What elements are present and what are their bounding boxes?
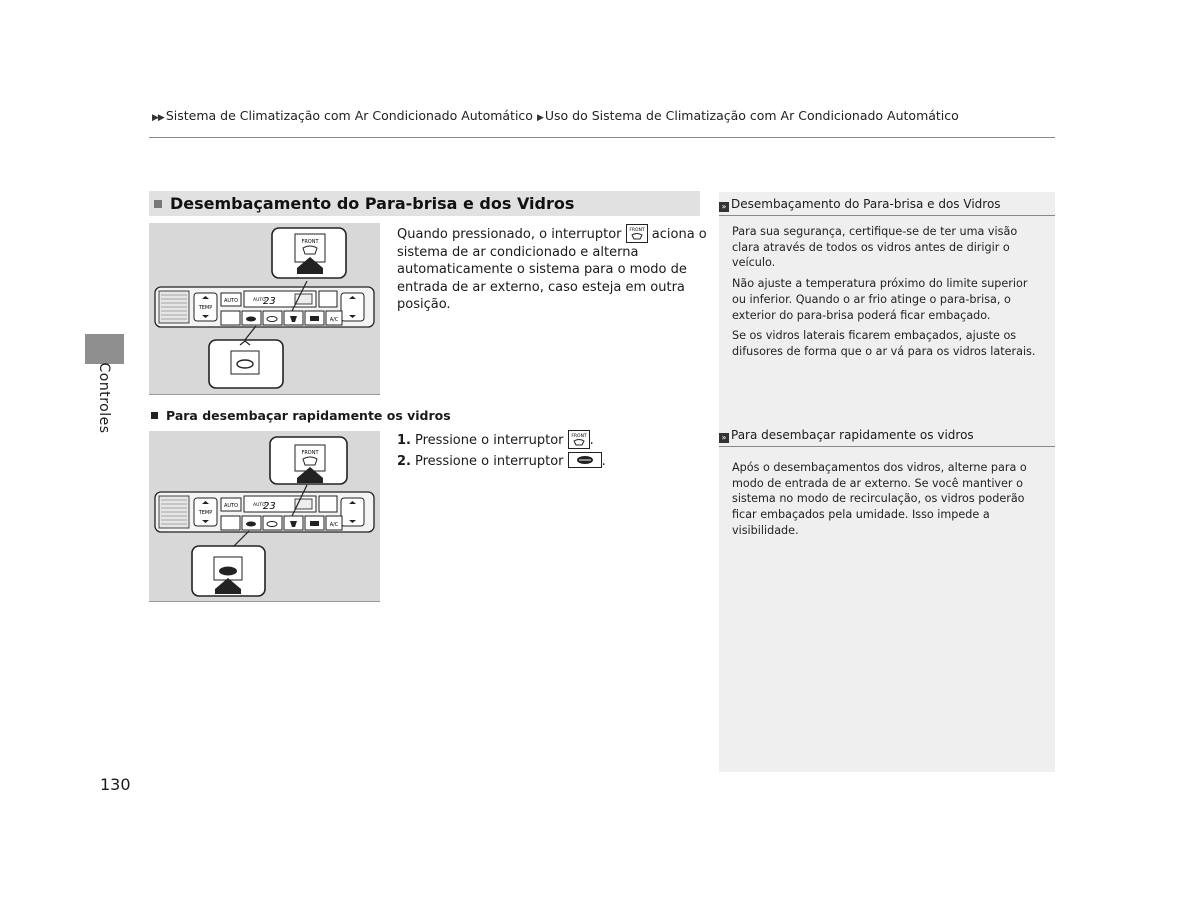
display-auto: AUTO [253,298,266,303]
note-1-paragraph-2: Não ajuste a temperatura próximo do limite superior ou inferior. Quando o ar frio atinge o para-brisa, o exterior do para-brisa poderá ficar embaçado. [732,277,1028,322]
body-text-part-2: aciona o sistema de ar condicionado e alterna automaticamente o sistema para o modo de entrada de ar externo, caso esteja em outra posição. [397,227,707,312]
note-2-paragraph-1: Após o desembaçamentos dos vidros, alterne para o modo de entrada de ar externo. Se você mantiver o sistema no modo de recirculação, os vidros poderão ficar embaçados pela umidade. Isso impede a visibilidade. [732,461,1027,537]
step-2 [397,452,606,469]
front-defrost-label-2: FRONT [301,450,319,456]
figure-quick-defrost-panel [149,431,380,602]
step-2-end: . [601,454,606,469]
note-heading-1-text: Desembaçamento do Para-brisa e dos Vidros [731,197,1001,211]
display-temperature: 23 [263,296,276,307]
subsection-heading [151,408,451,423]
section-heading [149,191,700,216]
step-1-number: 1. [397,433,411,448]
note-body-2 [732,460,1044,544]
ac-button-label: A/C [329,317,339,323]
note-heading-2-text: Para desembaçar rapidamente os vidros [731,428,974,442]
step-2-text: Pressione o interruptor [414,454,564,469]
display-temperature-2: 23 [263,501,276,512]
section-title: Desembaçamento do Para-brisa e dos Vidros [170,194,575,213]
note-heading-2 [719,428,1055,447]
front-defrost-button-icon-step [568,430,590,449]
temp-label: TEMP [198,305,213,311]
step-1-text: Pressione o interruptor [414,433,564,448]
page-number: 130 [100,775,131,794]
note-marker-icon-2: » [719,433,729,443]
front-defrost-label: FRONT [301,239,319,245]
note-1-paragraph-3: Se os vidros laterais ficarem embaçados, ajuste os difusores de forma que o ar vá para os vidros laterais. [732,329,1036,358]
svg-text:FRONT: FRONT [570,434,587,439]
ac-button-label-2: A/C [329,522,339,528]
chapter-label: Controles [96,362,112,434]
step-1-end: . [589,433,594,448]
note-1-paragraph-1: Para sua segurança, certifique-se de ter uma visão clara através de todos os vidros antes de dirigir o veículo. [732,225,1018,270]
arrow-icon: ▶ [536,113,543,123]
display-auto-2: AUTO [253,503,266,508]
step-1 [397,430,594,449]
auto-button-label-2: AUTO [223,503,239,509]
body-text-part-1: Quando pressionado, o interruptor [397,227,622,242]
breadcrumb-part-2[interactable]: Uso do Sistema de Climatização com Ar Condicionado Automático [544,108,959,123]
note-heading-1 [719,197,1055,216]
section-body [397,224,707,314]
subsection-bullet-icon [151,412,158,419]
svg-text:FRONT: FRONT [628,228,645,233]
climate-panel-diagram-2 [149,431,380,601]
front-defrost-button-icon [626,224,648,243]
note-body-1 [732,224,1044,365]
auto-button-label: AUTO [223,298,239,304]
section-bullet-icon [154,200,162,208]
subsection-title: Para desembaçar rapidamente os vidros [166,408,451,423]
breadcrumb-part-1[interactable]: Sistema de Climatização com Ar Condicionado Automático [165,108,533,123]
double-arrow-icon: ▶▶ [152,113,164,123]
temp-label-2: TEMP [198,510,213,516]
note-marker-icon: » [719,202,729,212]
chapter-tab [85,334,124,364]
step-2-number: 2. [397,454,411,469]
outside-air-button-icon [568,452,602,468]
figure-defrost-panel [149,223,380,395]
breadcrumb [152,108,959,123]
climate-panel-diagram [149,223,380,394]
header-rule [149,137,1055,138]
